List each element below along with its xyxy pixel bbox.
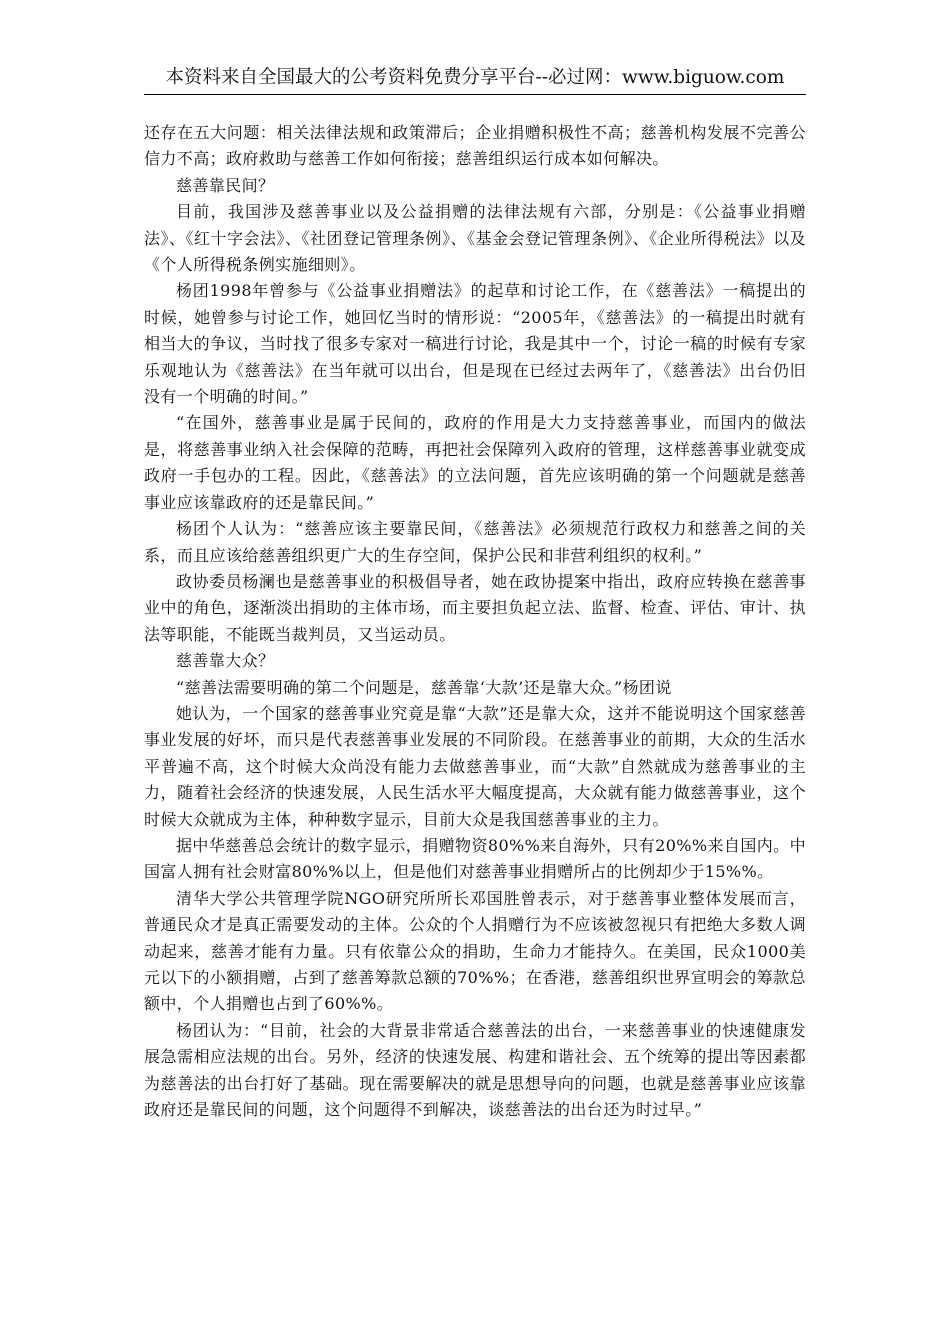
paragraph-statistics: 据中华慈善总会统计的数字显示，捐赠物资80%%来自海外，只有20%%来自国内。中国富人拥有社会财富80%%以上，但是他们对慈善事业捐赠所占的比例却少于15%%。: [144, 835, 806, 882]
paragraph-yangtuan-opinion: 杨团个人认为：“慈善应该主要靠民间，《慈善法》必须规范行政权力和慈善之间的关系，而且应该给慈善组织更广大的生存空间，保护公民和非营利组织的权利。”: [144, 519, 806, 565]
paragraph-abroad: “在国外，慈善事业是属于民间的，政府的作用是大力支持慈善事业，而国内的做法是，将慈善事业纳入社会保障的范畴，再把社会保障列入政府的管理，这样慈善事业就变成政府一手包办的工程。因此，《慈善法》的立法问题，首先应该明确的第一个问题就是慈善事业应该靠政府的还是靠民间。”: [144, 413, 806, 512]
paragraph-yanglan: 政协委员杨澜也是慈善事业的积极倡导者，她在政协提案中指出，政府应转换在慈善事业中的角色，逐渐淡出捐助的主体市场，而主要担负起立法、监督、检查、评估、审计、执法等职能，不能既当裁判员，又当运动员。: [144, 571, 806, 644]
paragraph-continued-problems: 还存在五大问题：相关法律法规和政策滞后；企业捐赠积极性不高；慈善机构发展不完善公信力不高；政府救助与慈善工作如何衔接；慈善组织运行成本如何解决。: [144, 123, 806, 169]
paragraph-yangtuan-recall: 杨团1998年曾参与《公益事业捐赠法》的起草和讨论工作，在《慈善法》一稿提出的时候，她曾参与讨论工作，她回忆当时的情形说：“2005年，《慈善法》的一稿提出时就有相当大的争议，当时找了很多专家对一稿进行讨论，我是其中一个，讨论一稿的时候有专家乐观地认为《慈善法》在当年就可以出台，但是现在已经过去两年了，《慈善法》出台仍旧没有一个明确的时间。”: [144, 281, 806, 407]
paragraph-second-question: “慈善法需要明确的第二个问题是，慈善靠‘大款’还是靠大众。”杨团说: [176, 677, 672, 697]
paragraph-tsinghua: 清华大学公共管理学院NGO研究所所长邓国胜曾表示，对于慈善事业整体发展而言，普通民众才是真正需要发动的主体。公众的个人捐赠行为不应该被忽视只有把绝大多数人调动起来，慈善才能有力量。只有依靠公众的捐助，生命力才能持久。在美国，民众1000美元以下的小额捐赠，占到了慈善筹款总额的70%%；在香港，慈善组织世界宣明会的筹款总额中，个人捐赠也占到了60%%。: [144, 888, 806, 1014]
section-heading-civil: 慈善靠民间？: [176, 175, 275, 195]
document-body: [144, 120, 806, 1123]
paragraph-stages: 她认为，一个国家的慈善事业究竟是靠“大款”还是靠大众，这并不能说明这个国家慈善事业发展的好坏，而只是代表慈善事业发展的不同阶段。在慈善事业的前期，大众的生活水平普遍不高，这个时候大众尚没有能力去做慈善事业，而“大款”自然就成为慈善事业的主力，随着社会经济的快速发展，人民生活水平大幅度提高，大众就有能力做慈善事业，这个时候大众就成为主体，种种数字显示，目前大众是我国慈善事业的主力。: [144, 703, 806, 829]
header-text: 本资料来自全国最大的公考资料免费分享平台--必过网：www.biguow.com: [165, 67, 785, 88]
page-header: [144, 66, 806, 95]
paragraph-laws: 目前，我国涉及慈善事业以及公益捐赠的法律法规有六部，分别是：《公益事业捐赠法》、《红十字会法》、《社团登记管理条例》、《基金会登记管理条例》、《企业所得税法》以及《个人所得税条例实施细则》。: [144, 202, 806, 275]
section-heading-public: 慈善靠大众？: [176, 651, 275, 671]
paragraph-conclusion: 杨团认为：“目前，社会的大背景非常适合慈善法的出台，一来慈善事业的快速健康发展急需相应法规的出台。另外，经济的快速发展、构建和谐社会、五个统筹的提出等因素都为慈善法的出台打好了基础。现在需要解决的就是思想导向的问题，也就是慈善事业应该靠政府还是靠民间的问题，这个问题得不到解决，谈慈善法的出台还为时过早。”: [144, 1020, 806, 1120]
